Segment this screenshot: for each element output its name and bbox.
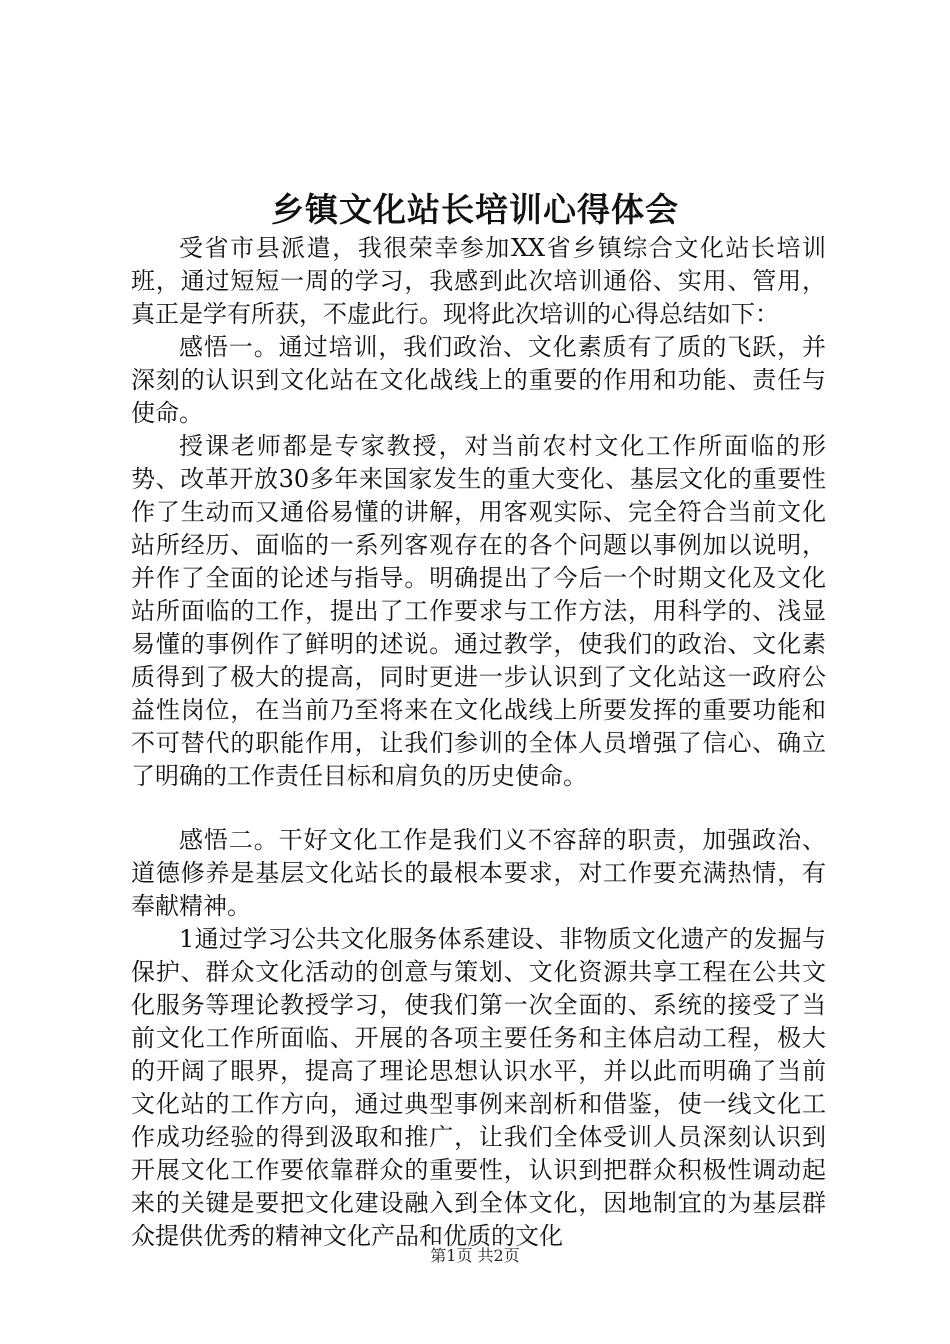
document-title: 乡镇文化站长培训心得体会 [271,190,679,229]
paragraph-insight-one: 感悟一。通过培训，我们政治、文化素质有了质的飞跃，并深刻的认识到文化站在文化战线上的重要的作用和功能、责任与使命。 [131,333,826,427]
page-number-footer: 第1页 共2页 [430,1246,520,1265]
paragraph-lectures: 授课老师都是专家教授，对当前农村文化工作所面临的形势、改革开放30多年来国家发生的重大变化、基层文化的重要性作了生动而又通俗易懂的讲解，用客观实际、完全符合当前文化站所经历、面临的一系列客观存在的各个问题以事例加以说明，并作了全面的论述与指导。明确提出了今后一个时期文化及文化站所面临的工作，提出了工作要求与工作方法，用科学的、浅显易懂的事例作了鲜明的述说。通过教学，使我们的政治、文化素质得到了极大的提高，同时更进一步认识到了文化站这一政府公益性岗位，在当前乃至将来在文化战线上所要发挥的重要功能和不可替代的职能作用，让我们参训的全体人员增强了信心、确立了明确的工作责任目标和肩负的历史使命。 [131,432,826,790]
paragraph-point-one: 1通过学习公共文化服务体系建设、非物质文化遗产的发掘与保护、群众文化活动的创意与策划、文化资源共享工程在公共文化服务等理论教授学习，使我们第一次全面的、系统的接受了当前文化工作所面临、开展的各项主要任务和主体启动工程，极大的开阔了眼界，提高了理论思想认识水平，并以此而明确了当前文化站的工作方向，通过典型事例来剖析和借鉴，使一线文化工作成功经验的得到汲取和推广，让我们全体受训人员深刻认识到开展文化工作要依靠群众的重要性，认识到把群众积极性调动起来的关键是要把文化建设融入到全体文化，因地制宜的为基层群众提供优秀的精神文化产品和优质的文化 [131,925,826,1250]
document-body [131,232,826,1253]
paragraph-intro: 受省市县派遣，我很荣幸参加XX省乡镇综合文化站长培训班，通过短短一周的学习，我感到此次培训通俗、实用、管用，真正是学有所获，不虚此行。现将此次培训的心得总结如下： [131,234,826,328]
paragraph-insight-two: 感悟二。干好文化工作是我们义不容辞的职责，加强政治、道德修养是基层文化站长的最根本要求，对工作要充满热情，有奉献精神。 [131,826,826,920]
